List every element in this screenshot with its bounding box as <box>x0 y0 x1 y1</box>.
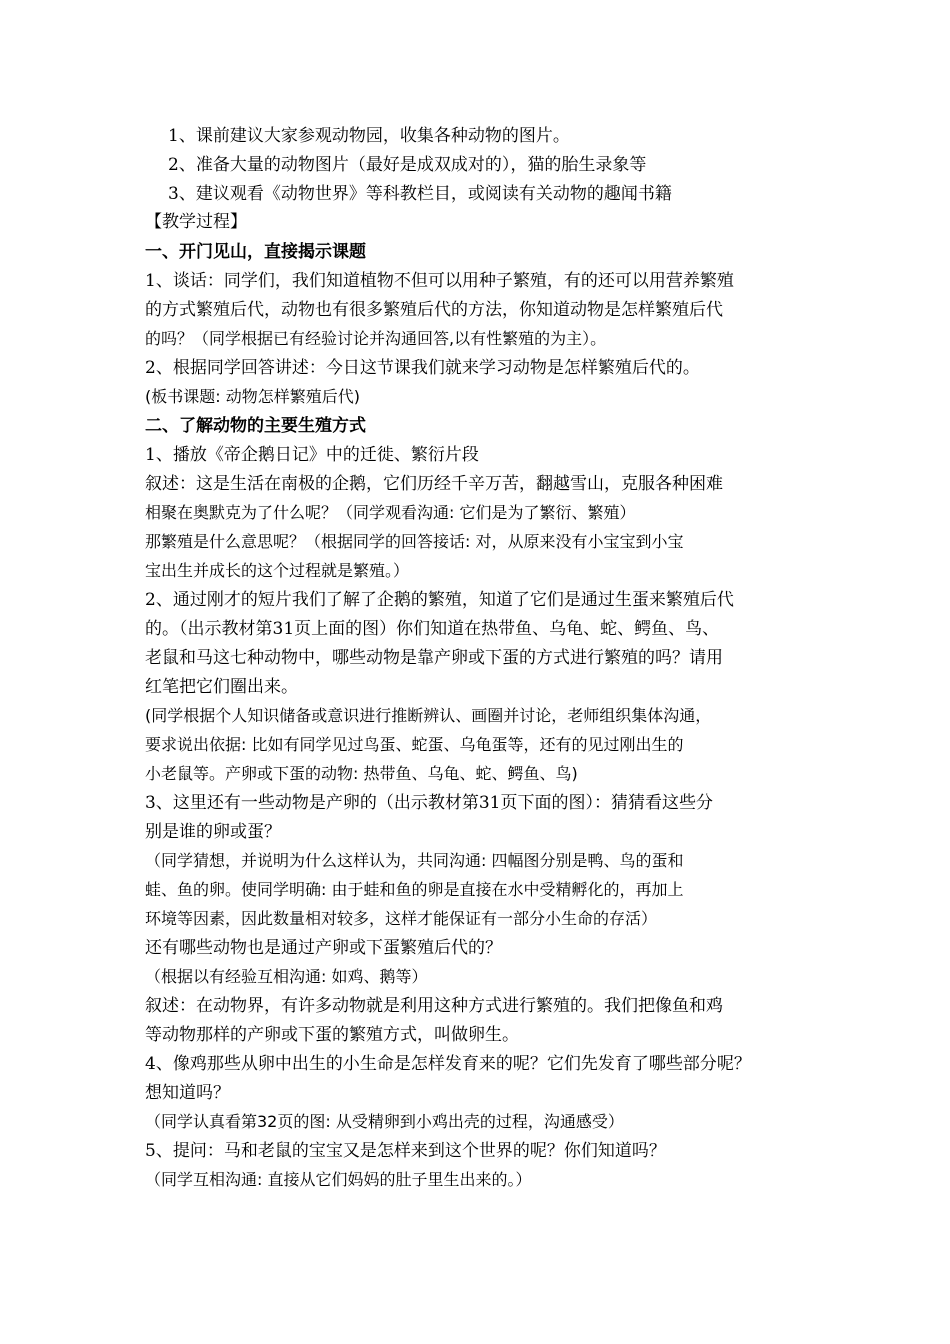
paragraph-line: 那繁殖是什么意思呢？（根据同学的回答接话: 对，从原来没有小宝宝到小宝 <box>145 532 684 551</box>
prep-item-2: 2、准备大量的动物图片（最好是成双成对的），猫的胎生录象等 <box>168 155 647 175</box>
paragraph-line: 的。（出示教材第31页上面的图）你们知道在热带鱼、乌龟、蛇、鳄鱼、鸟、 <box>145 619 720 639</box>
paragraph-line: （根据以有经验互相沟通: 如鸡、鹅等） <box>145 967 428 986</box>
paragraph-line: （同学猜想，并说明为什么这样认为，共同沟通: 四幅图分别是鸭、鸟的蛋和 <box>145 851 684 870</box>
paragraph-line: 1、谈话：同学们，我们知道植物不但可以用种子繁殖，有的还可以用营养繁殖 <box>145 271 734 291</box>
heading-part-2: 二、了解动物的主要生殖方式 <box>145 416 366 436</box>
paragraph-line: 叙述：这是生活在南极的企鹅，它们历经千辛万苦，翻越雪山，克服各种困难 <box>145 474 723 494</box>
prep-item-1: 1、课前建议大家参观动物园，收集各种动物的图片。 <box>168 126 570 146</box>
paragraph-line: 的方式繁殖后代，动物也有很多繁殖后代的方法，你知道动物是怎样繁殖后代 <box>145 300 723 320</box>
paragraph-line: 想知道吗？ <box>145 1083 230 1103</box>
paragraph-line: 的吗？（同学根据已有经验讨论并沟通回答,以有性繁殖的为主）。 <box>145 329 607 348</box>
paragraph-line: 2、通过刚才的短片我们了解了企鹅的繁殖，知道了它们是通过生蛋来繁殖后代 <box>145 590 734 610</box>
paragraph-line: 5、提问：马和老鼠的宝宝又是怎样来到这个世界的呢？你们知道吗？ <box>145 1141 666 1161</box>
paragraph-line: 红笔把它们圈出来。 <box>145 677 298 697</box>
section-heading-teaching-process: 【教学过程】 <box>145 212 247 232</box>
paragraph-line: 还有哪些动物也是通过产卵或下蛋繁殖后代的？ <box>145 938 502 958</box>
paragraph-line: 蛙、鱼的卵。使同学明确: 由于蛙和鱼的卵是直接在水中受精孵化的，再加上 <box>145 880 684 899</box>
paragraph-line: 老鼠和马这七种动物中，哪些动物是靠产卵或下蛋的方式进行繁殖的吗？请用 <box>145 648 723 668</box>
board-title-note: (板书课题: 动物怎样繁殖后代) <box>145 387 360 406</box>
paragraph-line: 宝出生并成长的这个过程就是繁殖。） <box>145 561 410 580</box>
heading-part-1: 一、开门见山，直接揭示课题 <box>145 242 366 262</box>
paragraph-line: 等动物那样的产卵或下蛋的繁殖方式，叫做卵生。 <box>145 1025 519 1045</box>
prep-item-3: 3、建议观看《动物世界》等科教栏目，或阅读有关动物的趣闻书籍 <box>168 184 672 204</box>
paragraph-line: 3、这里还有一些动物是产卵的（出示教材第31页下面的图）：猜猜看这些分 <box>145 793 713 813</box>
paragraph-line: （同学认真看第32页的图: 从受精卵到小鸡出壳的过程，沟通感受） <box>145 1112 624 1131</box>
paragraph-line: 1、播放《帝企鹅日记》中的迁徙、繁衍片段 <box>145 445 479 465</box>
paragraph-line: 要求说出依据: 比如有同学见过鸟蛋、蛇蛋、乌龟蛋等，还有的见过刚出生的 <box>145 735 684 754</box>
paragraph-line: 2、根据同学回答讲述：今日这节课我们就来学习动物是怎样繁殖后代的。 <box>145 358 700 378</box>
paragraph-line: （同学互相沟通: 直接从它们妈妈的肚子里生出来的。） <box>145 1170 532 1189</box>
paragraph-line: 小老鼠等。产卵或下蛋的动物: 热带鱼、乌龟、蛇、鳄鱼、鸟) <box>145 764 578 783</box>
paragraph-line: 环境等因素，因此数量相对较多，这样才能保证有一部分小生命的存活） <box>145 909 658 928</box>
paragraph-line: (同学根据个人知识储备或意识进行推断辨认、画圈并讨论，老师组织集体沟通， <box>145 706 712 725</box>
paragraph-line: 叙述：在动物界，有许多动物就是利用这种方式进行繁殖的。我们把像鱼和鸡 <box>145 996 723 1016</box>
paragraph-line: 相聚在奥默克为了什么呢？（同学观看沟通: 它们是为了繁衍、繁殖） <box>145 503 636 522</box>
paragraph-line: 别是谁的卵或蛋？ <box>145 822 281 842</box>
paragraph-line: 4、像鸡那些从卵中出生的小生命是怎样发育来的呢？它们先发育了哪些部分呢？ <box>145 1054 751 1074</box>
